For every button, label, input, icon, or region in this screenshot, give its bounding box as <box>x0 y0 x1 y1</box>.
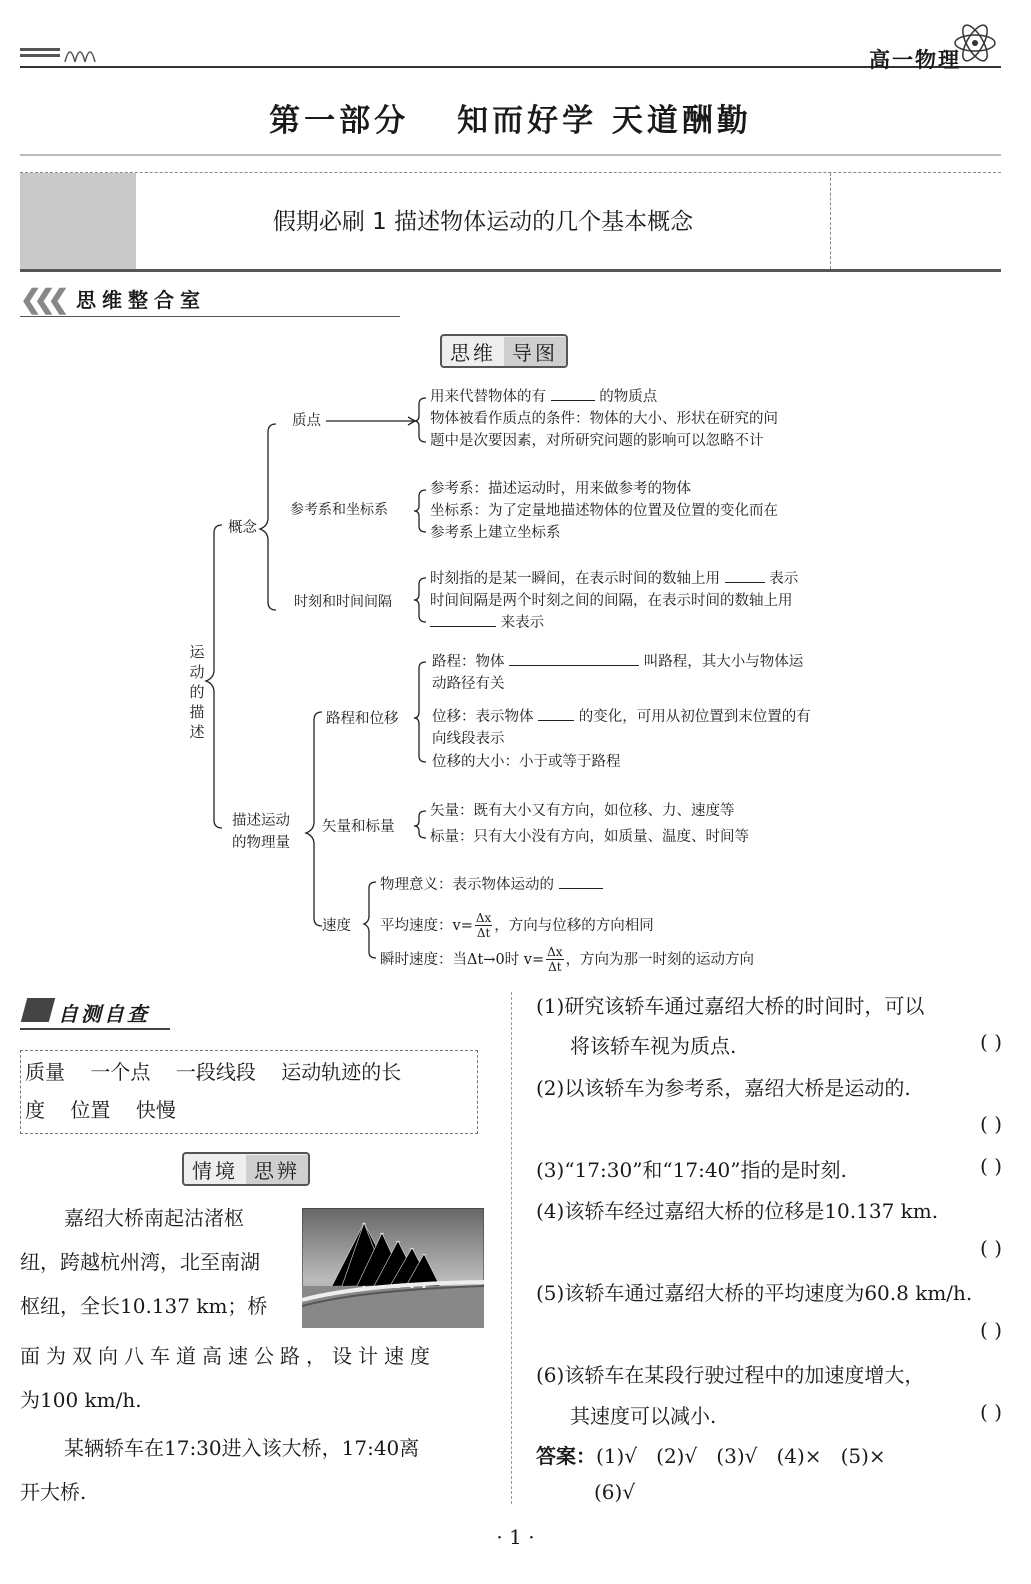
fraction-numerator: Δx <box>547 945 563 959</box>
question-6-text: 其速度可以减小. <box>570 1404 717 1428</box>
mindmap-root-text: 运动的描述 <box>189 643 205 741</box>
mm-leaf-dist-5: 位移的大小：小于或等于路程 <box>432 754 621 770</box>
mm-leaf-ref-3: 参考系上建立坐标系 <box>430 525 561 541</box>
mm-leaf-ref-1: 参考系：描述运动时，用来做参考的物体 <box>430 481 691 497</box>
page-number: · 1 · <box>496 1525 535 1549</box>
mm-leaf-text: 叫路程，其大小与物体运 <box>643 654 804 670</box>
scenario-line: 枢纽，全长10.137 km；桥 <box>20 1294 268 1318</box>
answer-paren-3[interactable]: ( ) <box>980 1154 1002 1178</box>
mm-node-reference: 参考系和坐标系 <box>290 502 388 518</box>
section-title: 思维整合室 <box>76 288 206 312</box>
answer-paren-5[interactable]: ( ) <box>980 1318 1002 1342</box>
question-1-cont <box>536 1030 1002 1059</box>
part-title-b: 知而好学 天道酬勤 <box>457 103 752 139</box>
blank-line <box>538 706 574 721</box>
answer-paren-4[interactable]: ( ) <box>980 1236 1002 1260</box>
mm-group-quantities <box>232 810 290 854</box>
question-2: (2)以该轿车为参考系，嘉绍大桥是运动的. <box>536 1076 911 1100</box>
mm-leaf-text: ，方向与位移的方向相同 <box>494 917 654 934</box>
mm-leaf-text: 来表示 <box>500 615 545 631</box>
mm-leaf-text: 的变化，可用从初位置到末位置的有 <box>578 709 811 725</box>
answer-line2: (6)√ <box>594 1480 636 1504</box>
answer-line1: (1)√ (2)√ (3)√ (4)× (5)× <box>596 1444 886 1468</box>
mm-leaf-text: 瞬时速度：当Δt→0时 v= <box>380 951 545 968</box>
mindmap-tag-left: 思维 <box>450 340 496 365</box>
scenario-paragraph-2 <box>20 1426 486 1514</box>
blank-line <box>559 874 603 889</box>
selfcheck-answers-line1: 质量 一个点 一段线段 运动轨迹的长 <box>25 1060 402 1084</box>
selfcheck-heading <box>20 996 170 1030</box>
scenario-tag-right: 思辨 <box>246 1155 308 1184</box>
mm-group-quantities-l2: 的物理量 <box>232 835 290 851</box>
mm-leaf-text: 平均速度：v= <box>380 917 473 934</box>
question-6: (6)该轿车在某段行驶过程中的加速度增大， <box>536 1363 925 1387</box>
mm-leaf-dist-1 <box>432 651 803 673</box>
blank-line <box>509 651 639 666</box>
question-3-text: (3)“17:30”和“17:40”指的是时刻. <box>536 1158 847 1182</box>
mm-node-vector: 矢量和标量 <box>322 819 395 835</box>
fraction-numerator: Δx <box>475 911 492 925</box>
answer-label: 答案： <box>536 1444 596 1468</box>
mm-leaf-text: ，方向为那一时刻的运动方向 <box>565 951 755 968</box>
question-3 <box>536 1154 1002 1183</box>
question-list <box>536 990 1002 1510</box>
fraction <box>546 945 563 974</box>
mm-leaf-vel-3 <box>380 945 754 974</box>
blank-line <box>551 386 595 401</box>
question-5: (5)该轿车通过嘉绍大桥的平均速度为60.8 km/h. <box>536 1281 973 1305</box>
fraction <box>475 911 492 940</box>
fraction-denominator: Δt <box>548 960 562 974</box>
chevrons-icon: ❮❮❮ <box>20 285 62 315</box>
part-title-a: 第一部分 <box>269 103 410 139</box>
scenario-tag-left: 情境 <box>192 1158 238 1183</box>
mm-leaf-vector-1: 矢量：既有大小又有方向，如位移、力、速度等 <box>430 803 735 819</box>
mm-leaf-particle-3: 题中是次要因素，对所研究问题的影响可以忽略不计 <box>430 433 764 449</box>
scenario-paragraph-1b <box>20 1334 486 1422</box>
mm-leaf-text: 路程：物体 <box>432 654 505 670</box>
mm-leaf-time-3 <box>430 612 544 634</box>
mindmap-tag-right: 导图 <box>504 337 566 366</box>
blank-line <box>725 568 765 583</box>
mm-leaf-dist-4: 向线段表示 <box>432 731 505 747</box>
column-divider <box>511 992 512 1504</box>
mm-leaf-text: 时刻指的是某一瞬间，在表示时间的数轴上用 <box>430 571 720 587</box>
mm-leaf-text: 表示 <box>769 571 799 587</box>
selfcheck-title: 自测自查 <box>58 1002 150 1026</box>
mindmap-root <box>188 642 206 742</box>
mm-leaf-text: 位移：表示物体 <box>432 709 534 725</box>
mm-leaf-particle-2: 物体被看作质点的条件：物体的大小、形状在研究的问 <box>430 411 778 427</box>
mm-leaf-vector-2: 标量：只有大小没有方向，如质量、温度、时间等 <box>430 829 749 845</box>
scenario-paragraph-1a <box>20 1196 300 1328</box>
scenario-line: 嘉绍大桥南起沽渚枢 <box>64 1206 244 1230</box>
mm-leaf-time-1 <box>430 568 798 590</box>
bridge-photo <box>302 1208 484 1328</box>
question-1-text: 将该轿车视为质点. <box>570 1034 737 1058</box>
question-6-cont <box>536 1400 1002 1429</box>
mm-leaf-dist-2: 动路径有关 <box>432 676 505 692</box>
mm-leaf-dist-3 <box>432 706 811 728</box>
scenario-line: 面为双向八车道高速公路，设计速度 <box>20 1344 436 1368</box>
fraction-denominator: Δt <box>476 926 491 940</box>
mm-leaf-text: 物理意义：表示物体运动的 <box>380 877 554 893</box>
mm-leaf-vel-2 <box>380 911 654 940</box>
answer-paren-1[interactable]: ( ) <box>980 1030 1002 1054</box>
answer-paren-6[interactable]: ( ) <box>980 1400 1002 1424</box>
question-1: (1)研究该轿车通过嘉绍大桥的时间时，可以 <box>536 994 925 1018</box>
selfcheck-answers-box <box>20 1050 478 1134</box>
answer-key <box>536 1440 1002 1469</box>
question-4: (4)该轿车经过嘉绍大桥的位移是10.137 km. <box>536 1199 939 1223</box>
blank-line <box>430 612 496 627</box>
selfcheck-answers-line2: 度 位置 快慢 <box>25 1098 176 1122</box>
scenario-line: 为100 km/h. <box>20 1388 142 1412</box>
mm-node-time: 时刻和时间间隔 <box>294 594 392 610</box>
mm-leaf-ref-2: 坐标系：为了定量地描述物体的位置及位置的变化而在 <box>430 503 778 519</box>
header-subject: 高一物理 <box>869 48 961 72</box>
mm-leaf-time-2: 时间间隔是两个时刻之间的间隔，在表示时间的数轴上用 <box>430 593 793 609</box>
mm-leaf-vel-1 <box>380 874 603 896</box>
blackboard-icon <box>21 998 55 1022</box>
mm-group-quantities-l1: 描述运动 <box>232 813 290 829</box>
answer-paren-2[interactable]: ( ) <box>980 1112 1002 1136</box>
mm-node-particle: 质点 <box>292 413 321 429</box>
mm-node-distance: 路程和位移 <box>326 711 399 727</box>
scenario-tag <box>182 1152 310 1186</box>
scenario-line: 某辆轿车在17:30进入该大桥，17:40离 <box>64 1436 420 1460</box>
mm-leaf-text: 用来代替物体的有 <box>430 389 546 405</box>
mm-leaf-text: 的物质点 <box>599 389 658 405</box>
lesson-title: 假期必刷 1 描述物体运动的几个基本概念 <box>272 209 694 235</box>
scenario-line: 开大桥. <box>20 1480 87 1504</box>
scenario-line: 纽，跨越杭州湾，北至南湖 <box>20 1250 260 1274</box>
mm-group-concept: 概念 <box>228 520 257 536</box>
mm-node-velocity: 速度 <box>322 918 351 934</box>
mm-leaf-particle-1 <box>430 386 657 408</box>
